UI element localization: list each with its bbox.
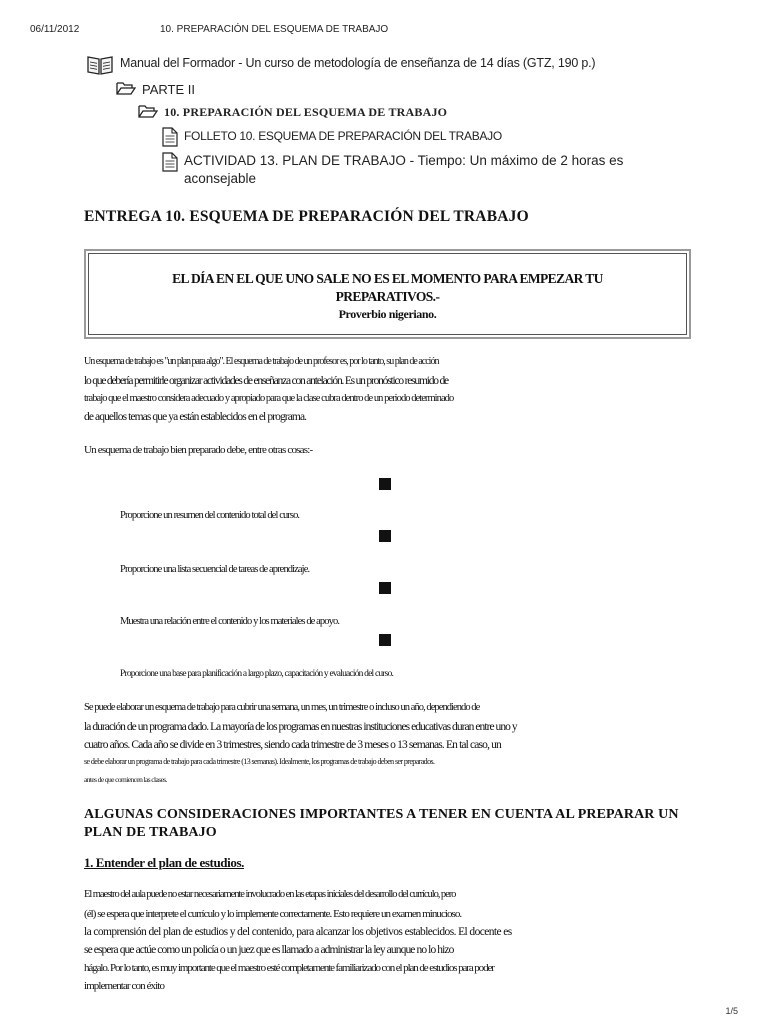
para3-line: se debe elaborar un programa de trabajo para cada trimestre (13 semanas). Idealmente, los programas de trabajo deben ser preparados. <box>84 757 435 766</box>
tree-item-part[interactable] <box>116 80 195 99</box>
actividad-line-2: aconsejable <box>184 171 257 186</box>
heading-consideraciones-line-2: PLAN DE TRABAJO <box>84 825 217 840</box>
tree-item-book-label: Manual del Formador - Un curso de metodología de enseñanza de 14 días (GTZ, 190 p.) <box>120 56 596 70</box>
tree-item-section[interactable] <box>138 103 447 122</box>
para3-line: Se puede elaborar un esquema de trabajo para cubrir una semana, un mes, un trimestre o incluso un año, dependiendo de <box>84 702 480 713</box>
bullet-text: Proporcione una base para planificación a largo plazo, capacitación y evaluación del curso. <box>120 669 394 679</box>
quote-attribution: Proverbio nigeriano. <box>338 307 437 321</box>
tree-item-actividad[interactable] <box>162 152 623 188</box>
tree-item-folleto[interactable] <box>162 127 502 147</box>
subheading-plan-estudios: 1. Entender el plan de estudios. <box>84 855 244 870</box>
para4-line: implementar con éxito <box>84 980 165 992</box>
para1-line: de aquellos temas que ya están establecidos en el programa. <box>84 411 307 423</box>
bullet-square <box>379 530 391 542</box>
page-number: 1/5 <box>725 1006 738 1016</box>
para4-line: (él) se espera que interprete el currículo y lo implemente correctamente. Esto requiere un examen minucioso. <box>84 908 462 920</box>
quote-line-2: PREPARATIVOS.- <box>335 289 440 304</box>
document-icon <box>162 127 178 147</box>
bullet-square <box>379 478 391 490</box>
folder-open-icon <box>138 103 158 119</box>
para3-line: la duración de un programa dado. La mayoría de los programas en nuestras instituciones educativas duran entre uno y <box>84 721 517 733</box>
bullet-text: Muestra una relación entre el contenido y los materiales de apoyo. <box>120 616 340 627</box>
folder-open-icon <box>116 80 136 96</box>
para4-line: El maestro del aula puede no estar necesariamente involucrado en las etapas iniciales del desarrollo del currículo, pero <box>84 889 456 900</box>
tree-item-part-label: PARTE II <box>142 82 195 97</box>
para1-line: lo que debería permitirle organizar actividades de enseñanza con antelación. Es un pronóstico resumido de <box>84 375 448 387</box>
quote-line-1: EL DÍA EN EL QUE UNO SALE NO ES EL MOMENTO PARA EMPEZAR TU <box>172 271 603 286</box>
para1-line: Un esquema de trabajo es "un plan para algo". El esquema de trabajo de un profesor es, por lo tanto, su plan de acción <box>84 356 439 367</box>
para4-line: la comprensión del plan de estudios y del contenido, para alcanzar los objetivos establecidos. El docente es <box>84 926 512 938</box>
para1-line: trabajo que el maestro considera adecuado y apropiado para que la clase cubra dentro de un periodo determinado <box>84 393 454 404</box>
tree-item-actividad-label <box>184 152 623 188</box>
quote-text <box>89 270 686 306</box>
para4-line: se espera que actúe como un policía o un juez que es llamado a administrar la ley aunque no lo hizo <box>84 944 454 956</box>
tree-item-section-label: 10. PREPARACIÓN DEL ESQUEMA DE TRABAJO <box>164 105 448 119</box>
quote-inner <box>88 253 687 335</box>
open-book-icon <box>86 54 114 76</box>
print-header-date: 06/11/2012 <box>30 24 80 35</box>
bullet-text: Proporcione un resumen del contenido total del curso. <box>120 510 300 521</box>
para3-line: cuatro años. Cada año se divide en 3 trimestres, siendo cada trimestre de 3 meses o 13 semanas. En tal caso, un <box>84 739 501 751</box>
tree-item-folleto-label: FOLLETO 10. ESQUEMA DE PREPARACIÓN DEL TRABAJO <box>184 129 502 143</box>
quote-box <box>84 249 691 339</box>
tree-item-book[interactable] <box>86 54 595 76</box>
bullet-square <box>379 634 391 646</box>
bullet-text: Proporcione una lista secuencial de tareas de aprendizaje. <box>120 564 310 575</box>
para4-line: hágalo. Por lo tanto, es muy importante que el maestro esté completamente familiarizado con el plan de estudios para poder <box>84 962 494 974</box>
heading-entrega: ENTREGA 10. ESQUEMA DE PREPARACIÓN DEL TRABAJO <box>84 208 529 225</box>
actividad-line-1: ACTIVIDAD 13. PLAN DE TRABAJO - Tiempo: Un máximo de 2 horas es <box>184 153 624 168</box>
document-icon <box>162 152 178 172</box>
heading-consideraciones-line-1: ALGUNAS CONSIDERACIONES IMPORTANTES A TENER EN CUENTA AL PREPARAR UN <box>84 807 679 822</box>
para2: Un esquema de trabajo bien preparado debe, entre otras cosas:- <box>84 444 313 456</box>
para3-line: antes de que comiencen las clases. <box>84 775 167 784</box>
print-header-title: 10. PREPARACIÓN DEL ESQUEMA DE TRABAJO <box>160 24 389 35</box>
heading-consideraciones <box>84 806 679 842</box>
bullet-square <box>379 582 391 594</box>
